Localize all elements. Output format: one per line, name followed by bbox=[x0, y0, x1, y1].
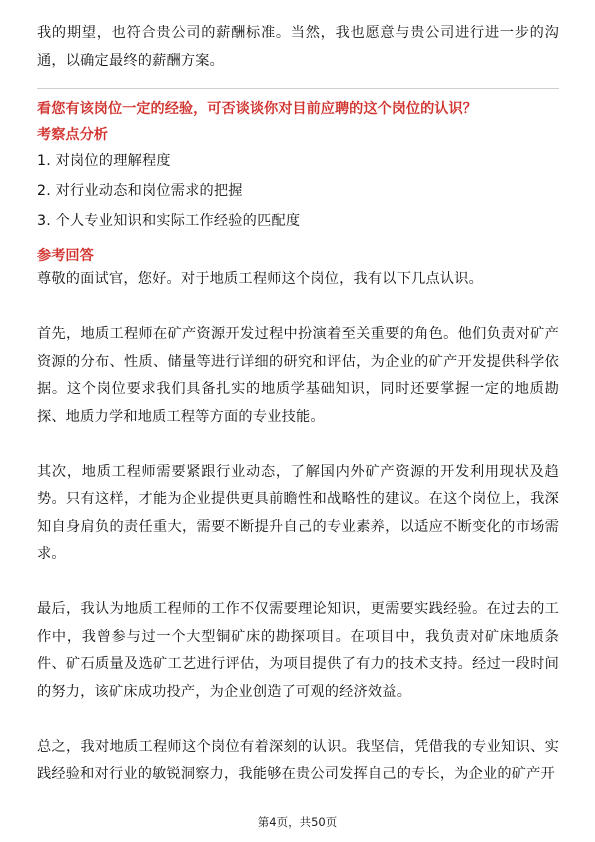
analysis-points bbox=[37, 146, 559, 236]
analysis-point: 1. 对岗位的理解程度 bbox=[37, 153, 171, 169]
answer-paragraph: 首先，地质工程师在矿产资源开发过程中扮演着至关重要的角色。他们负责对矿产资源的分布、性质、储量等进行详细的研究和评估，为企业的矿产开发提供科学依据。这个岗位要求我们具备扎实的地质学基础知识，同时还要掌握一定的地质勘探、地质力学和地质工程等方面的专业技能。 bbox=[37, 326, 559, 425]
intro-paragraph: 我的期望，也符合贵公司的薪酬标准。当然，我也愿意与贵公司进行进一步的沟通，以确定最终的薪酬方案。 bbox=[37, 25, 559, 69]
answer-paragraph: 尊敬的面试官，您好。对于地质工程师这个岗位，我有以下几点认识。 bbox=[37, 271, 484, 287]
analysis-point: 2. 对行业动态和岗位需求的把握 bbox=[37, 183, 243, 199]
answer-paragraph: 其次，地质工程师需要紧跟行业动态，了解国内外矿产资源的开发利用现状及趋势。只有这样，才能为企业提供更具前瞻性和战略性的建议。在这个岗位上，我深知自身肩负的责任重大，需要不断提升自己的专业素养，以适应不断变化的市场需求。 bbox=[37, 463, 559, 562]
analysis-point: 3. 个人专业知识和实际工作经验的匹配度 bbox=[37, 213, 301, 229]
answer-heading: 参考回答 bbox=[37, 248, 94, 264]
page-indicator: 第4页，共50页 bbox=[257, 815, 338, 829]
analysis-heading: 考察点分析 bbox=[37, 127, 108, 143]
section-divider bbox=[37, 88, 559, 89]
answer-paragraph: 总之，我对地质工程师这个岗位有着深刻的认识。我坚信，凭借我的专业知识、实践经验和对行业的敏锐洞察力，我能够在贵公司发挥自己的专长，为企业的矿产开 bbox=[37, 738, 559, 782]
answer-body bbox=[37, 266, 559, 789]
answer-paragraph: 最后，我认为地质工程师的工作不仅需要理论知识，更需要实践经验。在过去的工作中，我曾参与过一个大型铜矿床的勘探项目。在项目中，我负责对矿床地质条件、矿石质量及选矿工艺进行评估，为项目提供了有力的技术支持。经过一段时间的努力，该矿床成功投产，为企业创造了可观的经济效益。 bbox=[37, 601, 559, 700]
interview-question: 看您有该岗位一定的经验，可否谈谈你对目前应聘的这个岗位的认识？ bbox=[37, 101, 477, 117]
